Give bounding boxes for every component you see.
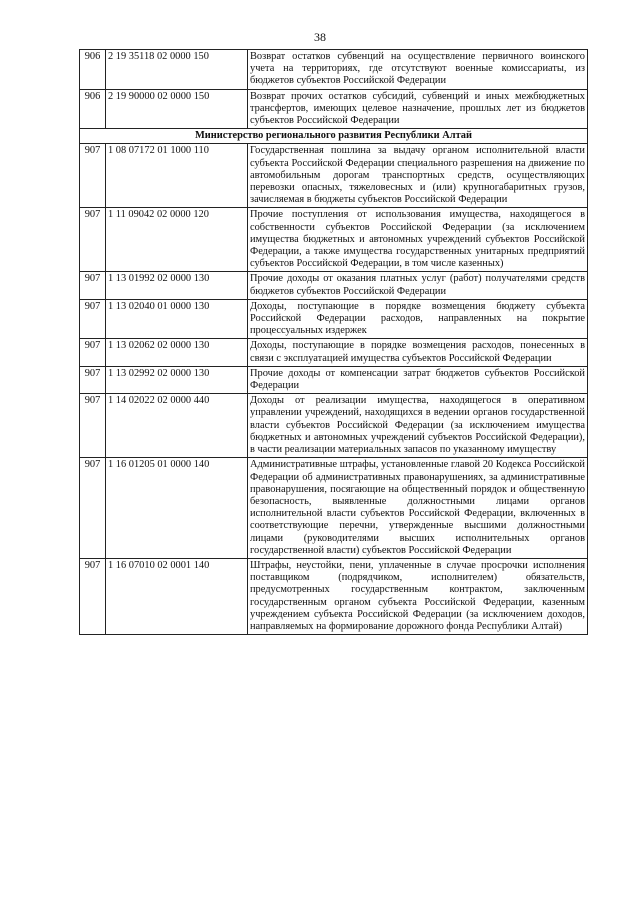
administrator-code-cell: 907: [80, 394, 106, 458]
description-cell: Доходы от реализации имущества, находящегося в оперативном управлении учреждений, находящихся в ведении органов государственной власти субъектов Российской Федерации (за исключением имущества бюджетных и автономных учреждений субъектов Российской Федерации), в части реализации материальных запасов по указанному имуществу: [248, 394, 588, 458]
description-cell: Административные штрафы, установленные главой 20 Кодекса Российской Федерации об административных правонарушениях, за административные правонарушения, посягающие на общественный порядок и общественную безопасность, выявленные должностными лицами органов исполнительной власти субъектов Российской Федерации, включенных в соответствующие перечни, утвержденные высшими должностными лицами (руководителями высших исполнительных органов государственной власти) субъектов Российской Федерации: [248, 458, 588, 559]
description-cell: Доходы, поступающие в порядке возмещения расходов, понесенных в связи с эксплуатацией имущества субъектов Российской Федерации: [248, 339, 588, 366]
table-row: [80, 394, 588, 458]
revenue-code-cell: 1 13 01992 02 0000 130: [106, 272, 248, 299]
table-row: [80, 366, 588, 393]
table-row: [80, 339, 588, 366]
page-number: 38: [314, 30, 326, 44]
revenue-code-cell: 1 13 02062 02 0000 130: [106, 339, 248, 366]
revenue-code-cell: 1 13 02992 02 0000 130: [106, 366, 248, 393]
description-cell: Прочие поступления от использования имущества, находящегося в собственности субъектов Российской Федерации (за исключением имущества бюджетных и автономных учреждений субъектов Российской Федерации, а также имущества государственных унитарных предприятий субъектов Российской Федерации, в том числе казенных): [248, 208, 588, 272]
administrator-code-cell: 907: [80, 458, 106, 559]
administrator-code-cell: 907: [80, 558, 106, 634]
description-cell: Возврат прочих остатков субсидий, субвенций и иных межбюджетных трансфертов, имеющих целевое назначение, прошлых лет из бюджетов субъектов Российской Федерации: [248, 89, 588, 129]
description-cell: Прочие доходы от оказания платных услуг (работ) получателями средств бюджетов субъектов Российской Федерации: [248, 272, 588, 299]
table-row: [80, 299, 588, 339]
revenue-code-cell: 1 16 01205 01 0000 140: [106, 458, 248, 559]
revenue-code-cell: 1 16 07010 02 0001 140: [106, 558, 248, 634]
administrator-code-cell: 907: [80, 208, 106, 272]
administrator-code-cell: 907: [80, 366, 106, 393]
section-heading-row: [80, 129, 588, 144]
description-cell: Государственная пошлина за выдачу органом исполнительной власти субъекта Российской Федерации специального разрешения на движение по автомобильным дорогам транспортных средств, осуществляющих перевозки опасных, тяжеловесных и (или) крупногабаритных грузов, зачисляемая в бюджеты субъектов Российской Федерации: [248, 144, 588, 208]
administrator-code-cell: 907: [80, 299, 106, 339]
revenue-code-cell: 1 14 02022 02 0000 440: [106, 394, 248, 458]
description-cell: Возврат остатков субвенций на осуществление первичного воинского учета на территориях, где отсутствуют военные комиссариаты, из бюджетов субъектов Российской Федерации: [248, 50, 588, 90]
description-cell: Штрафы, неустойки, пени, уплаченные в случае просрочки исполнения поставщиком (подрядчиком, исполнителем) обязательств, предусмотренных государственным контрактом, заключенным государственным органом субъекта Российской Федерации, казенным учреждением субъекта Российской Федерации (за исключением доходов, направляемых на формирование дорожного фонда Республики Алтай): [248, 558, 588, 634]
table-row: [80, 272, 588, 299]
revenue-code-cell: 2 19 90000 02 0000 150: [106, 89, 248, 129]
description-cell: Прочие доходы от компенсации затрат бюджетов субъектов Российской Федерации: [248, 366, 588, 393]
administrator-code-cell: 907: [80, 272, 106, 299]
administrator-code-cell: 907: [80, 339, 106, 366]
revenue-code-cell: 1 13 02040 01 0000 130: [106, 299, 248, 339]
table-row: [80, 558, 588, 634]
administrator-code-cell: 906: [80, 50, 106, 90]
table-row: [80, 144, 588, 208]
section-heading: Министерство регионального развития Республики Алтай: [80, 129, 588, 144]
table-row: [80, 458, 588, 559]
revenue-code-cell: 2 19 35118 02 0000 150: [106, 50, 248, 90]
revenue-codes-table: [79, 49, 588, 635]
administrator-code-cell: 907: [80, 144, 106, 208]
administrator-code-cell: 906: [80, 89, 106, 129]
table-body: [80, 50, 588, 635]
table-row: [80, 50, 588, 90]
revenue-code-cell: 1 08 07172 01 1000 110: [106, 144, 248, 208]
description-cell: Доходы, поступающие в порядке возмещения бюджету субъекта Российской Федерации расходов, направленных на покрытие процессуальных издержек: [248, 299, 588, 339]
table-row: [80, 89, 588, 129]
table-row: [80, 208, 588, 272]
revenue-code-cell: 1 11 09042 02 0000 120: [106, 208, 248, 272]
